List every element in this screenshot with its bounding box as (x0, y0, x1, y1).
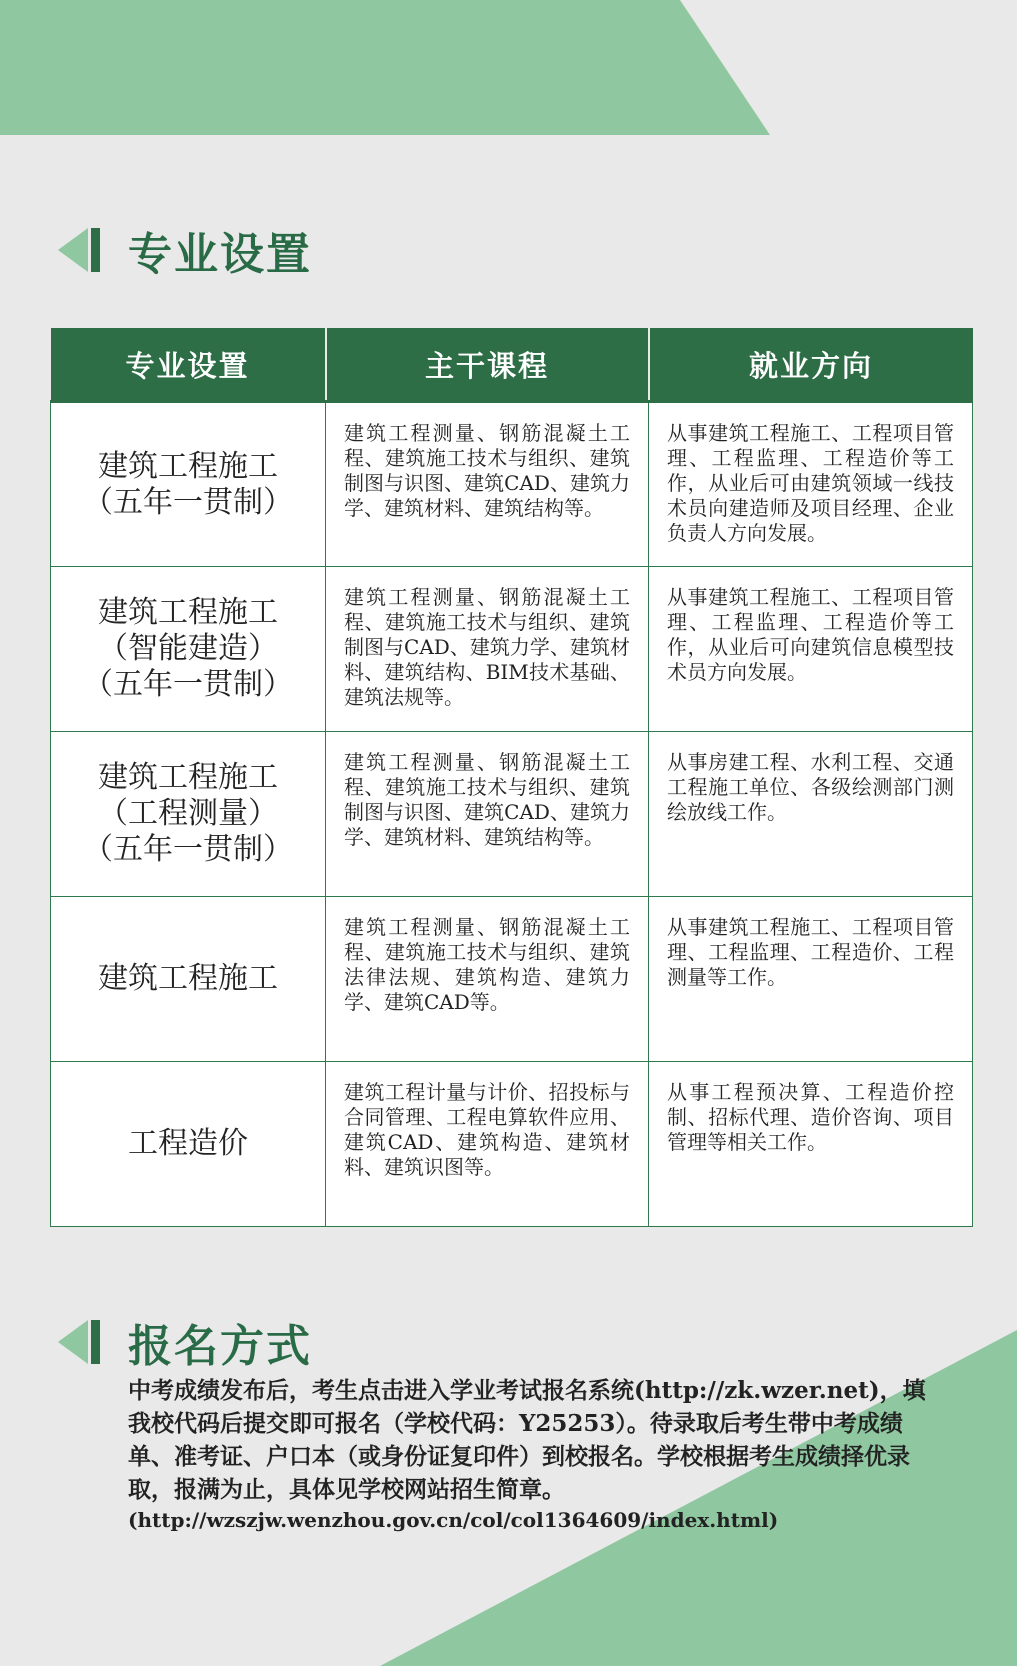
major-name-line: （智能建造） (98, 631, 278, 666)
major-name-line: 建筑工程施工 (98, 595, 278, 630)
header-career: 就业方向 (649, 328, 973, 402)
table-row (51, 567, 973, 732)
arrow-marker-icon (58, 224, 106, 276)
major-name-cell (51, 1062, 326, 1227)
section-header-major (58, 218, 312, 282)
top-green-banner (0, 0, 1017, 135)
major-name-line: （五年一贯制） (83, 667, 293, 702)
table-row (51, 402, 973, 567)
apply-description: 中考成绩发布后，考生点击进入学业考试报名系统(http://zk.wzer.net)，填我校代码后提交即可报名（学校代码：Y25253）。待录取后考生带中考成绩单、准考证、户口本（或身份证复印件）到校报名。学校根据考生成绩择优录取，报满为止，具体见学校网站招生简章。 (128, 1377, 926, 1503)
career-cell: 从事建筑工程施工、工程项目管理、工程监理、工程造价等工作，从业后可由建筑领域一线技术员向建造师及项目经理、企业负责人方向发展。 (649, 402, 973, 567)
major-name-line: （五年一贯制） (83, 832, 293, 867)
major-name-cell (51, 732, 326, 897)
major-name-cell (51, 402, 326, 567)
career-cell: 从事建筑工程施工、工程项目管理、工程监理、工程造价、工程测量等工作。 (649, 897, 973, 1062)
career-cell: 从事房建工程、水利工程、交通工程施工单位、各级绘测部门测绘放线工作。 (649, 732, 973, 897)
table-row (51, 897, 973, 1062)
major-name-line: 建筑工程施工 (98, 961, 278, 996)
apply-website-link[interactable]: (http://wzszjw.wenzhou.gov.cn/col/col1364609/index.html) (128, 1508, 779, 1532)
major-name-cell (51, 897, 326, 1062)
table-header-row (51, 328, 973, 402)
major-name-line: 建筑工程施工 (98, 448, 278, 484)
section-title-apply: 报名方式 (128, 1321, 312, 1372)
section-header-apply (58, 1310, 312, 1374)
major-name-line: 建筑工程施工 (98, 760, 278, 795)
career-cell: 从事工程预决算、工程造价控制、招标代理、造价咨询、项目管理等相关工作。 (649, 1062, 973, 1227)
major-table (50, 328, 973, 1227)
major-name-line: （工程测量） (98, 796, 278, 831)
courses-cell: 建筑工程测量、钢筋混凝土工程、建筑施工技术与组织、建筑制图与CAD、建筑力学、建筑材料、建筑结构、BIM技术基础、建筑法规等。 (326, 567, 649, 732)
header-major: 专业设置 (51, 328, 326, 402)
header-courses: 主干课程 (326, 328, 649, 402)
major-name-cell (51, 567, 326, 732)
major-name-line: 工程造价 (128, 1126, 248, 1161)
table-row (51, 1062, 973, 1227)
career-cell: 从事建筑工程施工、工程项目管理、工程监理、工程造价等工作，从业后可向建筑信息模型技术员方向发展。 (649, 567, 973, 732)
section-title-major: 专业设置 (128, 229, 312, 280)
courses-cell: 建筑工程测量、钢筋混凝土工程、建筑施工技术与组织、建筑制图与识图、建筑CAD、建筑力学、建筑材料、建筑结构等。 (326, 402, 649, 567)
major-name-line: （五年一贯制） (83, 484, 293, 520)
arrow-marker-icon (58, 1316, 106, 1368)
courses-cell: 建筑工程计量与计价、招投标与合同管理、工程电算软件应用、建筑CAD、建筑构造、建筑材料、建筑识图等。 (326, 1062, 649, 1227)
table-row (51, 732, 973, 897)
courses-cell: 建筑工程测量、钢筋混凝土工程、建筑施工技术与组织、建筑制图与识图、建筑CAD、建筑力学、建筑材料、建筑结构等。 (326, 732, 649, 897)
courses-cell: 建筑工程测量、钢筋混凝土工程、建筑施工技术与组织、建筑法律法规、建筑构造、建筑力学、建筑CAD等。 (326, 897, 649, 1062)
